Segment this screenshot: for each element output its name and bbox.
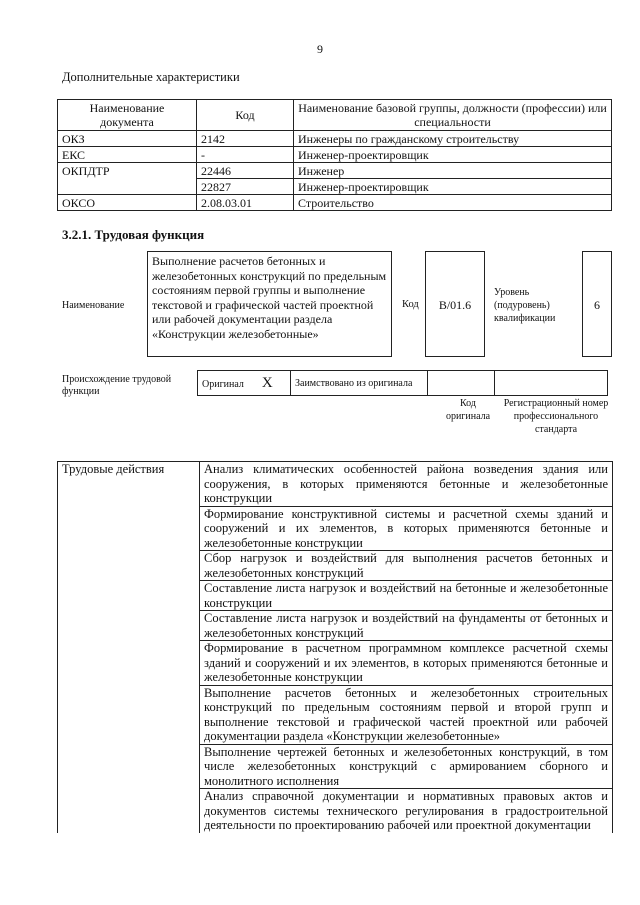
header-code: Код	[197, 100, 294, 131]
additional-table	[57, 99, 612, 211]
table-row	[58, 641, 613, 686]
action-item: Выполнение расчетов бетонных и железобетонных строительных конструкций по предельным состояниям первой и второй групп и выполнение текстовой и графической частей проектной или рабочей документации раздела «Конструкции железобетонные»	[200, 685, 613, 744]
cell-doc	[58, 179, 197, 195]
actions-label-continued	[58, 581, 200, 611]
origin-reg-caption: Регистрационный номер профессионального стандарта	[503, 398, 609, 435]
cell-code: 2.08.03.01	[197, 195, 294, 211]
action-item: Выполнение чертежей бетонных и железобетонных конструкций, в том числе железобетонных конструкций с армированием сборного и монолитного исполнения	[200, 744, 613, 789]
action-item: Составление листа нагрузок и воздействий на фундаменты от бетонных и железобетонных конструкций	[200, 611, 613, 641]
function-name-label: Наименование	[62, 300, 125, 311]
section-title: 3.2.1. Трудовая функция	[62, 227, 205, 242]
actions-label-continued	[58, 685, 200, 744]
header-document: Наименование документа	[58, 100, 197, 131]
origin-reg-cell	[495, 371, 608, 396]
qualification-level-label: Уровень (подуровень) квалификации	[494, 287, 556, 324]
cell-code: 22446	[197, 163, 294, 179]
action-item: Анализ справочной документации и нормативных правовых актов и документов системы технического регулирования в градостроительной деятельности по проектированию рабочей или проектной документации	[200, 789, 613, 833]
table-row	[58, 131, 612, 147]
cell-code: -	[197, 147, 294, 163]
actions-label-continued	[58, 611, 200, 641]
cell-group: Строительство	[294, 195, 612, 211]
origin-code-cell	[428, 371, 495, 396]
table-row	[58, 506, 613, 551]
cell-code: 22827	[197, 179, 294, 195]
cell-doc: ОКЗ	[58, 131, 197, 147]
header-group: Наименование базовой группы, должности (профессии) или специальности	[294, 100, 612, 131]
action-item: Формирование в расчетном программном комплексе расчетной схемы зданий и сооружений и их элементов, в которых применяются бетонные и железобетонные конструкции	[200, 641, 613, 686]
table-header-row	[58, 100, 612, 131]
action-item: Анализ климатических особенностей района возведения здания или сооружения, в которых применяются бетонные и железобетонные конструкции	[200, 462, 613, 507]
origin-row	[198, 371, 608, 396]
origin-table	[197, 370, 608, 396]
table-row	[58, 179, 612, 195]
actions-label-continued	[58, 641, 200, 686]
actions-label: Трудовые действия	[58, 462, 200, 507]
additional-heading: Дополнительные характеристики	[62, 70, 240, 84]
origin-code-caption: Код оригинала	[445, 398, 491, 422]
original-label: Оригинал	[202, 378, 244, 390]
cell-group: Инженеры по гражданскому строительству	[294, 131, 612, 147]
action-item: Формирование конструктивной системы и расчетной схемы зданий и сооружений и их элементов, в которых применяются бетонные и железобетонные конструкции	[200, 506, 613, 551]
cell-code: 2142	[197, 131, 294, 147]
function-code-label: Код	[402, 299, 419, 310]
table-row	[58, 581, 613, 611]
table-row	[58, 195, 612, 211]
table-row	[58, 611, 613, 641]
cell-group: Инженер	[294, 163, 612, 179]
qualification-level-box: 6	[582, 251, 612, 357]
actions-label-continued	[58, 789, 200, 833]
actions-label-continued	[58, 744, 200, 789]
actions-label-continued	[58, 551, 200, 581]
page-number: 9	[317, 42, 323, 56]
actions-table	[57, 461, 613, 833]
origin-label: Происхождение трудовой функции	[62, 374, 172, 397]
cell-doc: ОКСО	[58, 195, 197, 211]
action-item: Сбор нагрузок и воздействий для выполнения расчетов бетонных и железобетонных конструкций	[200, 551, 613, 581]
actions-label-continued	[58, 506, 200, 551]
action-item: Составление листа нагрузок и воздействий на бетонные и железобетонные конструкции	[200, 581, 613, 611]
original-mark: X	[261, 374, 273, 391]
cell-group: Инженер-проектировщик	[294, 147, 612, 163]
cell-group: Инженер-проектировщик	[294, 179, 612, 195]
origin-borrowed-cell: Заимствовано из оригинала	[291, 371, 428, 396]
cell-doc: ОКПДТР	[58, 163, 197, 179]
table-row	[58, 551, 613, 581]
function-name-box: Выполнение расчетов бетонных и железобетонных конструкций по предельным состояниям первой группы и выполнение текстовой и графической частей проектной или рабочей документации раздела «Конструкции железобетонные»	[147, 251, 392, 357]
table-row	[58, 789, 613, 833]
table-row	[58, 462, 613, 507]
cell-doc: ЕКС	[58, 147, 197, 163]
table-row	[58, 685, 613, 744]
function-code-box: B/01.6	[425, 251, 485, 357]
table-row	[58, 163, 612, 179]
table-row	[58, 744, 613, 789]
origin-original-cell	[198, 371, 291, 396]
table-row	[58, 147, 612, 163]
